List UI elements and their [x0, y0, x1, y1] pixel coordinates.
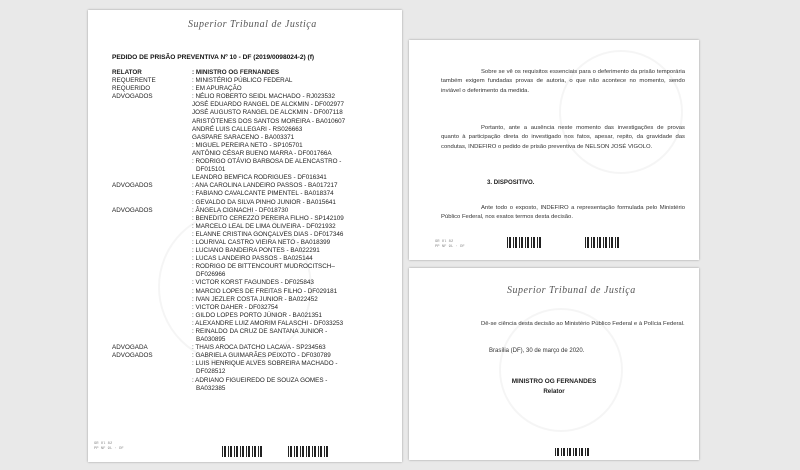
party-row: [112, 279, 392, 287]
party-value: : ELANNE CRISTINA GONÇALVES DIAS - DF017346: [192, 230, 344, 238]
document-page-1: [88, 10, 402, 462]
party-value: : MINISTÉRIO PÚBLICO FEDERAL: [192, 77, 293, 85]
party-value: : LOURIVAL CASTRO VIEIRA NETO - BA018399: [192, 238, 331, 246]
party-value: : REINALDO DA CRUZ DE SANTANA JUNIOR -: [192, 328, 328, 335]
party-value: : LUIS HENRIQUE ALVES SOBREIRA MACHADO -: [192, 360, 338, 368]
document-page-3: [409, 268, 699, 460]
party-row: [112, 247, 392, 255]
party-value: : BENEDITO CEREZZO PEREIRA FILHO - SP142109: [192, 214, 344, 222]
party-row: [112, 352, 392, 360]
party-value: : MINISTRO OG FERNANDES: [192, 69, 280, 76]
document-page-2: [409, 40, 699, 260]
party-role-label: RELATOR: [112, 69, 142, 76]
document-code: GR Ol 82 PP NF 9L · DF: [94, 442, 124, 451]
party-row: [112, 166, 392, 174]
party-row: [112, 223, 392, 231]
party-value: JOSÉ AUGUSTO RANGEL DE ALCKMIN - DF007118: [192, 109, 343, 117]
party-value: ANDRÉ LUIS CALLEGARI - RS026663: [192, 125, 303, 133]
party-row: [112, 134, 392, 142]
party-value: ANTÔNIO CÉSAR BUENO MARRA - DF001766A: [192, 149, 332, 157]
party-row: [112, 215, 392, 223]
barcode: [288, 446, 328, 457]
party-value: : GEVALDO DA SILVA PINHO JUNIOR - BA015641: [192, 198, 336, 206]
court-header: Superior Tribunal de Justiça: [188, 19, 317, 30]
party-value: : VICTOR KORST FAGUNDES - DF025843: [192, 279, 314, 287]
city-date: Brasília (DF), 30 de março de 2020.: [489, 348, 585, 354]
party-value: : MARCIO LOPES DE FREITAS FILHO - DF029181: [192, 287, 338, 295]
party-value: : MIGUEL PEREIRA NETO - SP105701: [192, 141, 303, 149]
party-value: : RODRIGO DE BITTENCOURT MUDROCITSCH–: [192, 263, 335, 271]
court-header: Superior Tribunal de Justiça: [507, 285, 636, 296]
party-value: : ALEXANDRE LUIZ AMORIM FALASCHI - DF033253: [192, 319, 344, 327]
party-row: [112, 182, 392, 190]
party-row: [112, 263, 392, 271]
party-value: : EM APURAÇÃO: [192, 85, 242, 93]
party-value: : LUCAS LANDEIRO PASSOS - BA025144: [192, 255, 313, 263]
signer-role: Relator: [543, 388, 565, 395]
petition-title: PEDIDO DE PRISÃO PREVENTIVA Nº 10 - DF (2019/0098024-2) (f): [112, 54, 315, 61]
parties-list: [112, 69, 392, 393]
decision-paragraph: Portanto, ante a ausência neste momento das investigações de provas quanto à participação direta do investigado nos fatos, apesar, repito, da gravidade das condutas, INDEFIRO o pedido de prisão preventiva de NELSON JOSÉ VIGOLO.: [441, 125, 685, 150]
party-row: [112, 207, 392, 215]
party-row: [112, 296, 392, 304]
decision-paragraph: Dê-se ciência desta decisão ao Ministério Público Federal e à Polícia Federal.: [481, 321, 685, 327]
party-row: [112, 328, 392, 336]
party-row: [112, 231, 392, 239]
party-value: DF028512: [196, 368, 226, 376]
party-row: [112, 360, 392, 368]
party-value: : NÉLIO ROBERTO SEIDL MACHADO - RJ023532: [192, 93, 336, 101]
party-value: : VICTOR DAHER - DF032754: [192, 303, 278, 311]
party-value: BA032385: [196, 384, 226, 392]
decision-paragraph: Ante todo o exposto, INDEFIRO a representação formulada pelo Ministério Público Federal, nos exatos termos desta decisão.: [441, 205, 685, 221]
party-row: [112, 320, 392, 328]
section-heading: 3. DISPOSITIVO.: [487, 179, 535, 186]
party-value: : GABRIELA GUIMARÃES PEIXOTO - DF030789: [192, 352, 331, 360]
party-value: : ÂNGELA CIGNACHI - DF018730: [192, 206, 289, 214]
party-row: [112, 142, 392, 150]
party-value: : THAIS AROCA DATCHO LACAVA - SP234563: [192, 344, 326, 352]
party-role-label: ADVOGADOS: [112, 93, 153, 101]
party-row: [112, 69, 392, 77]
party-value: DF026966: [196, 271, 226, 279]
party-row: [112, 77, 392, 85]
party-value: ARISTÓTENES DOS SANTOS MOREIRA - BA010607: [192, 117, 346, 125]
party-role-label: ADVOGADOS: [112, 352, 153, 360]
party-value: BA030895: [196, 336, 226, 344]
party-value: : LUCIANO BANDEIRA PONTES - BA022291: [192, 247, 320, 255]
party-row: [112, 158, 392, 166]
party-row: [112, 377, 392, 385]
barcode: [507, 237, 541, 248]
party-value: LEANDRO BEMFICA RODRIGUES - DF016341: [192, 174, 327, 182]
party-row: [112, 288, 392, 296]
party-role-label: REQUERIDO: [112, 85, 151, 93]
barcode: [585, 237, 619, 248]
party-row: [112, 199, 392, 207]
party-role-label: ADVOGADA: [112, 344, 148, 352]
party-row: [112, 368, 392, 376]
party-row: [112, 150, 392, 158]
party-row: [112, 118, 392, 126]
party-row: [112, 126, 392, 134]
party-row: [112, 385, 392, 393]
party-role-label: ADVOGADOS: [112, 206, 153, 214]
party-value: : GILDO LOPES PORTO JÚNIOR - BA021351: [192, 311, 322, 319]
party-row: [112, 255, 392, 263]
party-row: [112, 190, 392, 198]
party-value: : FABIANO CAVALCANTE PIMENTEL - BA018374: [192, 190, 334, 198]
party-row: [112, 336, 392, 344]
party-value: : ANA CAROLINA LANDEIRO PASSOS - BA017217: [192, 182, 338, 190]
party-value: GASPARE SARACENO - BA003371: [192, 133, 295, 141]
party-value: DF015101: [196, 166, 226, 174]
party-row: [112, 239, 392, 247]
decision-paragraph: Sobre se vê os requisitos essenciais para o deferimento da prisão temporária também exigem fundadas provas de autoria, o que não acontece no momento, sendo inviável o deferimento da medida.: [441, 69, 685, 94]
party-row: [112, 271, 392, 279]
party-row: [112, 312, 392, 320]
party-role-label: REQUERENTE: [112, 77, 156, 85]
barcode: [555, 448, 589, 456]
party-value: JOSÉ EDUARDO RANGEL DE ALCKMIN - DF002977: [192, 101, 344, 109]
party-role-label: ADVOGADOS: [112, 182, 153, 190]
party-row: [112, 304, 392, 312]
barcode: [222, 446, 262, 457]
party-row: [112, 174, 392, 182]
party-row: [112, 109, 392, 117]
signer-name: MINISTRO OG FERNANDES: [511, 378, 597, 385]
party-value: : IVAN JEZLER COSTA JUNIOR - BA022452: [192, 295, 318, 303]
document-code: GR Ol 82 PP NF 9L · DF: [435, 240, 465, 249]
party-value: : MARCELO LEAL DE LIMA OLIVEIRA - DF021932: [192, 222, 336, 230]
party-value: : ADRIANO FIGUEIREDO DE SOUZA GOMES -: [192, 376, 328, 384]
party-value: : RODRIGO OTÁVIO BARBOSA DE ALENCASTRO -: [192, 158, 342, 166]
